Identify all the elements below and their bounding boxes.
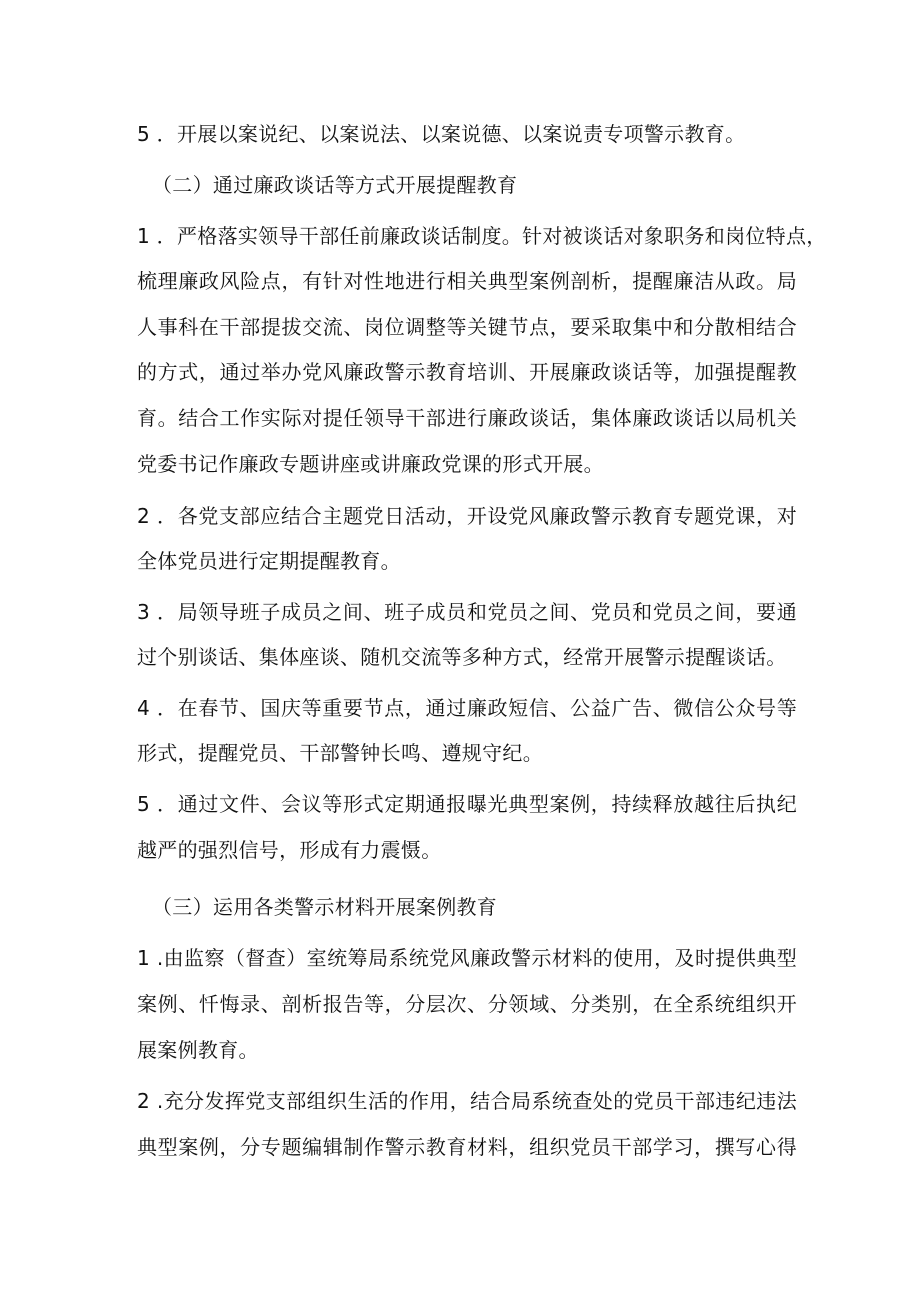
- paragraph-line: 案例、忏悔录、剖析报告等，分层次、分领域、分类别，在全系统组织开: [137, 992, 797, 1016]
- paragraph-line: 育。结合工作实际对提任领导干部进行廉政谈话，集体廉政谈话以局机关: [137, 406, 797, 430]
- paragraph-line: 5 ．通过文件、会议等形式定期通报曝光典型案例，持续释放越往后执纪: [137, 792, 797, 816]
- paragraph-line: 形式，提醒党员、干部警钟长鸣、遵规守纪。: [137, 741, 543, 765]
- paragraph-line: 党委书记作廉政专题讲座或讲廉政党课的形式开展。: [137, 452, 604, 476]
- paragraph-line: 3 ．局领导班子成员之间、班子成员和党员之间、党员和党员之间，要通: [137, 600, 797, 624]
- paragraph-line: 过个别谈话、集体座谈、随机交流等多种方式，经常开展警示提醒谈话。: [137, 645, 787, 669]
- paragraph-line: 展案例教育。: [137, 1038, 259, 1062]
- paragraph-line: 越严的强烈信号，形成有力震慑。: [137, 838, 442, 862]
- section-heading-3: （三）运用各类警示材料开展案例教育: [152, 895, 498, 919]
- paragraph-line: 2 ．各党支部应结合主题党日活动，开设党风廉政警示教育专题党课，对: [137, 504, 797, 528]
- item-5-case-education: 5 ．开展以案说纪、以案说法、以案说德、以案说责专项警示教育。: [137, 122, 746, 146]
- paragraph-line: 典型案例，分专题编辑制作警示教育材料，组织党员干部学习，撰写心得: [137, 1135, 797, 1159]
- paragraph-line: 人事科在干部提拔交流、岗位调整等关键节点，要采取集中和分散相结合: [137, 315, 797, 339]
- paragraph-line: 4 ．在春节、国庆等重要节点，通过廉政短信、公益广告、微信公众号等: [137, 696, 797, 720]
- paragraph-line: 1 ．严格落实领导干部任前廉政谈话制度。针对被谈话对象职务和岗位特点，: [137, 224, 827, 248]
- paragraph-line: 1 .由监察（督查）室统筹局系统党风廉政警示材料的使用，及时提供典型: [137, 946, 797, 970]
- section-heading-2: （二）通过廉政谈话等方式开展提醒教育: [152, 173, 518, 197]
- paragraph-line: 全体党员进行定期提醒教育。: [137, 549, 401, 573]
- paragraph-line: 的方式，通过举办党风廉政警示教育培训、开展廉政谈话等，加强提醒教: [137, 360, 797, 384]
- paragraph-line: 2 .充分发挥党支部组织生活的作用，结合局系统查处的党员干部违纪违法: [137, 1089, 797, 1113]
- paragraph-line: 梳理廉政风险点，有针对性地进行相关典型案例剖析，提醒廉洁从政。局: [137, 269, 797, 293]
